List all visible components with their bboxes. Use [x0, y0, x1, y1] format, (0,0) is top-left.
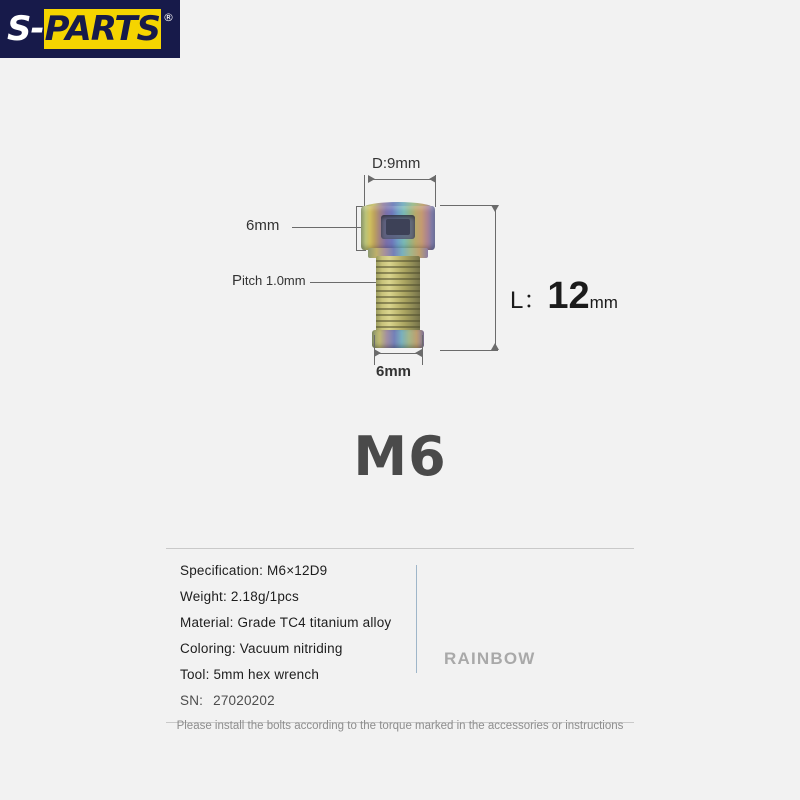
spec-serial-number: [180, 693, 634, 708]
length-arrow-bottom: [491, 343, 499, 350]
thread-line: [376, 302, 420, 304]
thread-dia-arrow-right: [415, 349, 422, 357]
thread-line: [376, 326, 420, 328]
thread-line: [376, 314, 420, 316]
thread-diameter-label: 6mm: [376, 363, 412, 380]
spec-vertical-divider: [416, 565, 417, 673]
color-name-label: RAINBOW: [444, 649, 536, 668]
spec-tool: Tool: 5mm hex wrench: [180, 667, 320, 682]
size-title: M6: [353, 425, 447, 488]
length-ext-bottom: [440, 350, 498, 351]
thread-line: [376, 284, 420, 286]
sn-value: 27020202: [213, 693, 275, 708]
length-ext-top: [440, 205, 498, 206]
length-dim-line: [495, 205, 496, 350]
head-height-label: 6mm: [246, 217, 280, 234]
pitch-label-p: P: [232, 272, 243, 289]
thread-line: [376, 296, 420, 298]
length-arrow-top: [491, 205, 499, 212]
thread-line: [376, 278, 420, 280]
thread-line: [376, 266, 420, 268]
thread-line: [376, 308, 420, 310]
pitch-label-rest: itch 1.0mm: [242, 273, 306, 288]
spec-material: Material: Grade TC4 titanium alloy: [180, 615, 392, 630]
length-prefix: L：: [510, 287, 548, 314]
sn-label: SN:: [180, 693, 204, 708]
length-unit: mm: [589, 293, 618, 312]
specification-block: [166, 548, 634, 732]
thread-line: [376, 260, 420, 262]
length-value: 12: [547, 275, 590, 317]
thread-line: [376, 290, 420, 292]
installation-note: Please install the bolts according to the torque marked in the accessories or instructions: [176, 720, 624, 732]
spec-body: [166, 549, 634, 722]
bolt-hex-socket-inner: [386, 219, 410, 235]
bolt-tip: [372, 330, 424, 348]
spec-specification: Specification: M6×12D9: [180, 563, 328, 578]
product-diagram: [0, 120, 800, 420]
registered-mark-icon: ®: [163, 11, 174, 24]
brand-name-part2: PARTS: [44, 9, 161, 49]
spec-weight: Weight: 2.18g/1pcs: [180, 589, 299, 604]
thread-line: [376, 272, 420, 274]
thread-dia-ext-right: [422, 335, 423, 365]
thread-line: [376, 320, 420, 322]
head-diameter-label: D:9mm: [372, 155, 421, 172]
length-label: [510, 275, 618, 318]
spec-coloring: Coloring: Vacuum nitriding: [180, 641, 343, 656]
thread-dia-arrow-left: [374, 349, 381, 357]
brand-name-part1: S-: [6, 9, 44, 49]
